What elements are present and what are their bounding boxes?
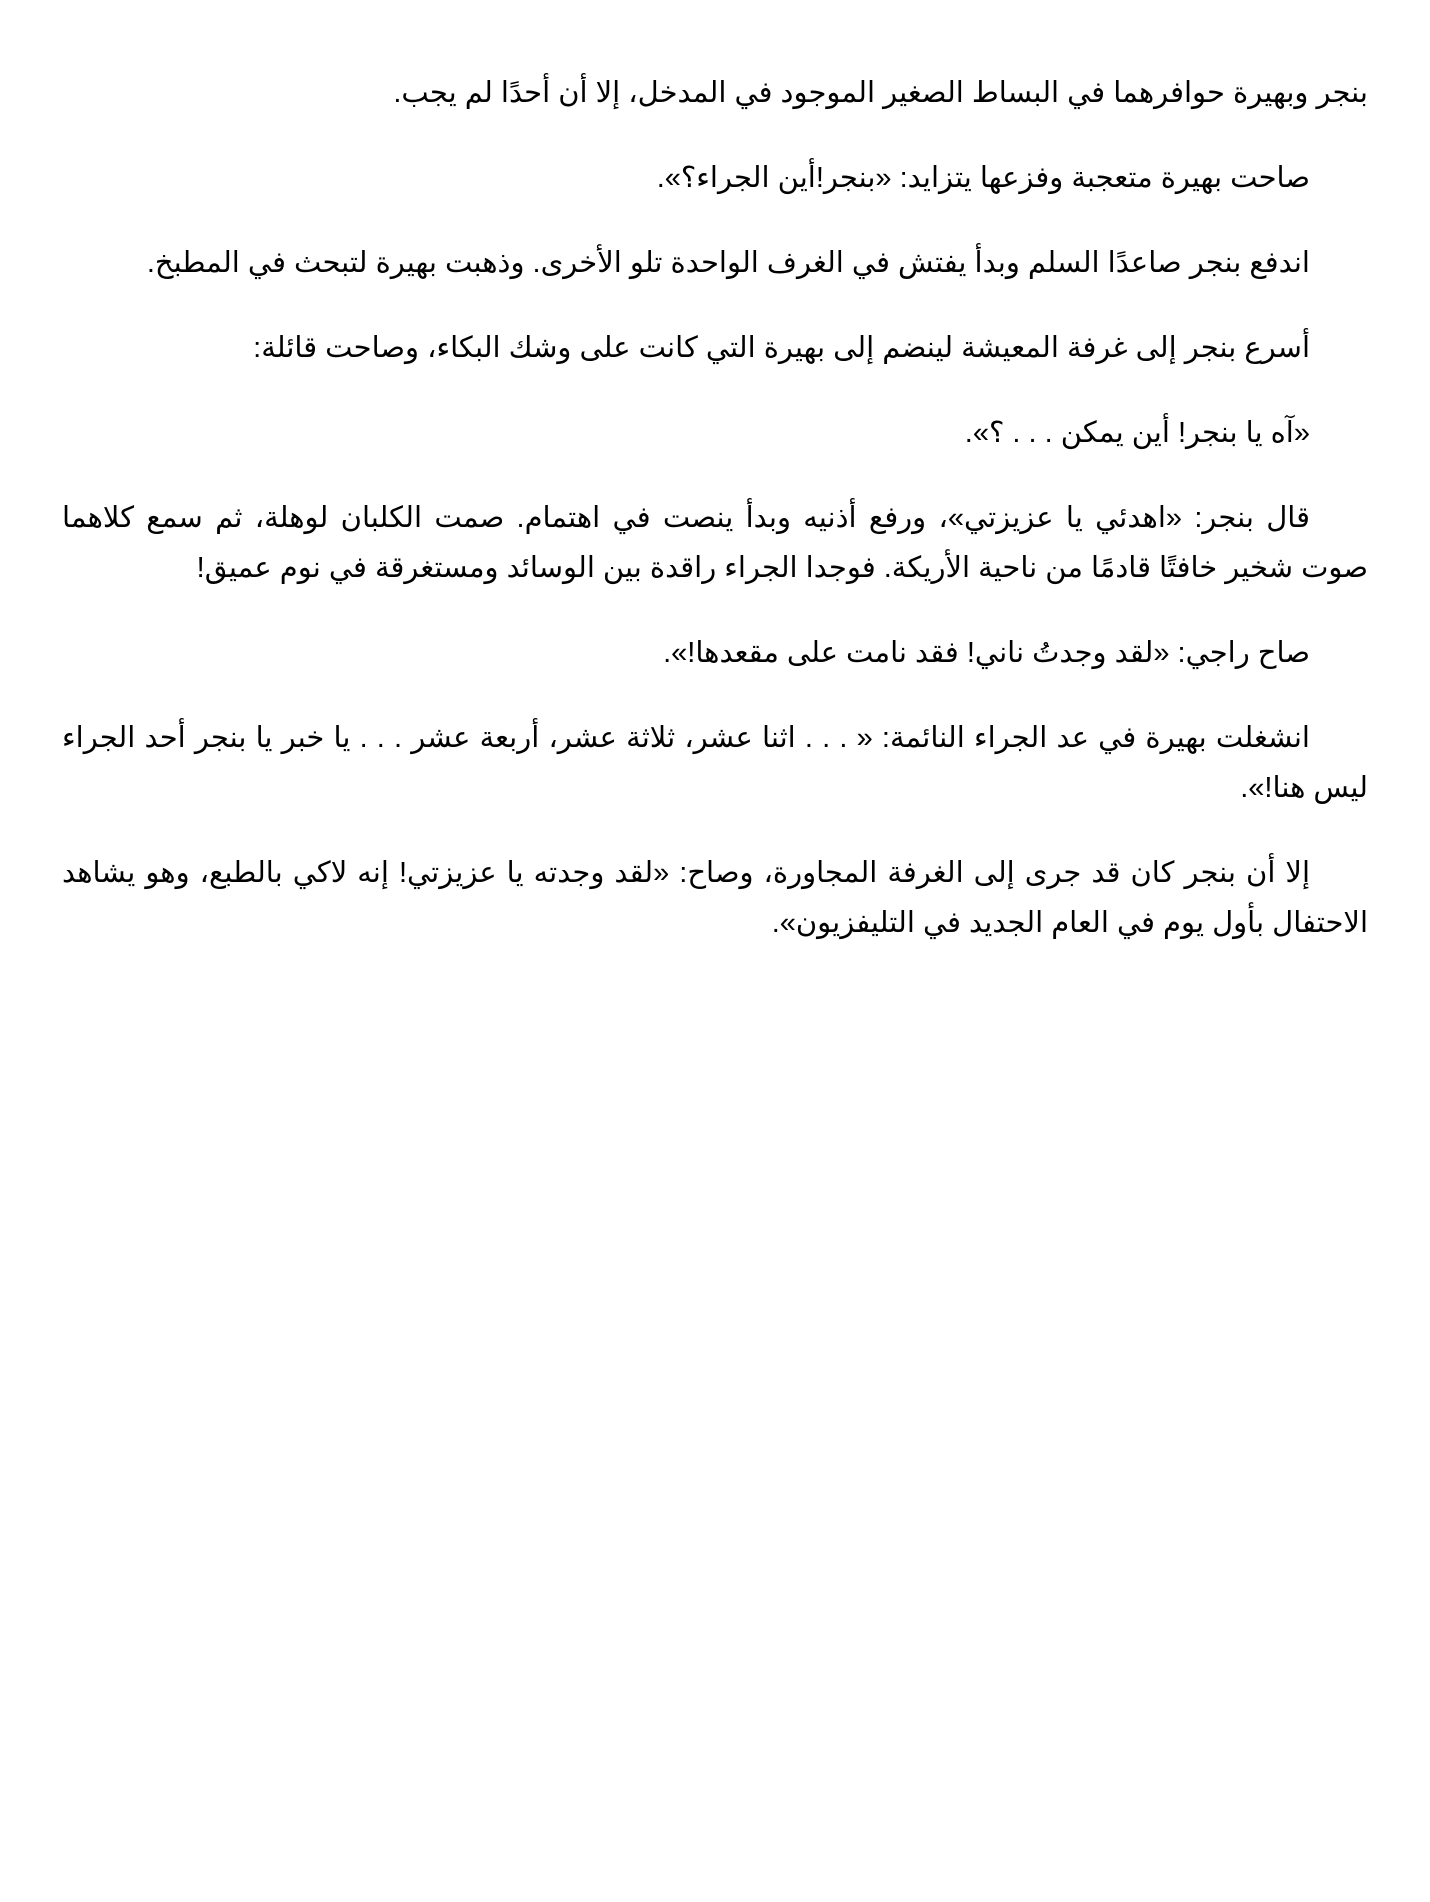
paragraph-7: صاح راجي: «لقد وجدتُ ناني! فقد نامت على مقعدها!». xyxy=(663,637,1310,669)
paragraph-6: قال بنجر: «اهدئي يا عزيزتي»، ورفع أذنيه وبدأ ينصت في اهتمام. صمت الكلبان لوهلة، ثم سمع كلاهما صوت شخير خافتًا قادمًا من ناحية الأريكة. فوجدا الجراء راقدة بين الوسائد ومستغرقة في نوم عميق! xyxy=(62,502,1368,584)
paragraph-4: أسرع بنجر إلى غرفة المعيشة لينضم إلى بهيرة التي كانت على وشك البكاء، وصاحت قائلة: xyxy=(253,332,1310,364)
paragraph-3: اندفع بنجر صاعدًا السلم وبدأ يفتش في الغرف الواحدة تلو الأخرى. وذهبت بهيرة لتبحث في المطبخ. xyxy=(146,247,1310,279)
paragraph-2: صاحت بهيرة متعجبة وفزعها يتزايد: «بنجر!أين الجراء؟». xyxy=(656,162,1310,194)
paragraph-5: «آه يا بنجر! أين يمكن . . . ؟». xyxy=(964,417,1310,449)
paragraph-8: انشغلت بهيرة في عد الجراء النائمة: « . . . اثنا عشر، ثلاثة عشر، أربعة عشر . . . يا خبر يا بنجر أحد الجراء ليس هنا!». xyxy=(62,722,1368,804)
paragraph-9: إلا أن بنجر كان قد جرى إلى الغرفة المجاورة، وصاح: «لقد وجدته يا عزيزتي! إنه لاكي بالطبع، وهو يشاهد الاحتفال بأول يوم في العام الجديد في التليفزيون». xyxy=(62,857,1368,939)
body-text xyxy=(62,68,1368,983)
paragraph-1: بنجر وبهيرة حوافرهما في البساط الصغير الموجود في المدخل، إلا أن أحدًا لم يجب. xyxy=(393,77,1368,109)
